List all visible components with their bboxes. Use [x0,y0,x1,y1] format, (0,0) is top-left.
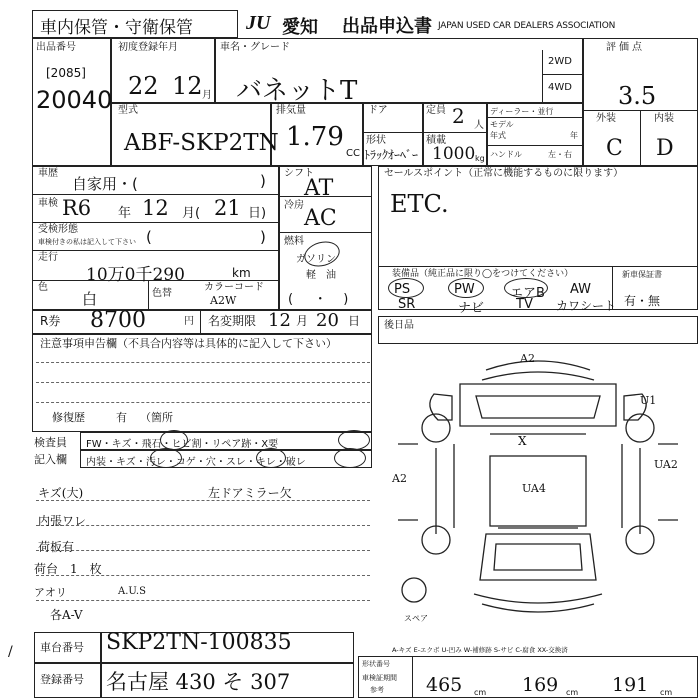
deadline-day: 20 [316,310,339,331]
row1-fw: FW [86,439,102,450]
repair-place: （箇所 [140,411,173,424]
displacement-label: 排気量 [276,105,306,116]
equip-sr: SR [398,297,416,312]
spare-label: スペア [404,614,428,623]
mileage-value: 10万0千290 [86,265,185,285]
row1-kizu: キズ [111,439,132,450]
note-3: 内張ワレ [38,514,87,528]
ps-circle [388,278,424,298]
juken-close-paren: ) [260,228,266,246]
yabure-circle [334,448,366,468]
capacity-unit: 人 [474,120,484,131]
shareki-value: 自家用・( [72,175,138,193]
row1-hibiware: ヒビ割 [171,439,202,450]
yogore-circle [150,448,182,468]
year-unit: 年 [570,131,578,140]
deadline-month-unit: 月 [296,314,309,328]
repair-label: 修復歴 [52,411,85,424]
model-year-label: モデル [490,120,514,129]
row1-repair: リペア跡 [211,439,252,450]
equip-airbag: エアB [510,286,545,301]
shareki-label: 車歴 [38,168,58,179]
dealer-label: ディーラー・並行 [490,107,554,116]
dims-length: 465 [426,674,463,696]
shaken-year-unit: 年 [118,206,132,221]
shaken-month: 12 [142,196,169,220]
model-label: 車名・グレード [220,42,290,53]
shift-label: シフト [284,168,314,179]
color-code-value: A2W [210,294,237,307]
dims-length-unit: cm [474,688,487,697]
door-label: ドア [368,105,388,116]
mark-a2-left: A2 [392,472,407,485]
new-cert-label: 新車保証書 [622,270,662,279]
shift-value: AT [304,176,334,201]
note-7: アオリ [34,586,67,599]
row2-interior: 内装 [86,457,106,468]
after-frame [378,316,698,344]
dims-width: 169 [522,674,559,696]
equip-aw: AW [570,282,592,297]
shaken-month-unit: 月( [182,206,201,221]
first-reg-month-unit: 月 [202,90,212,101]
writer-label: 記入欄 [34,453,67,466]
equip-ps: PS [394,282,411,297]
juken-label: 受検形態 [38,224,78,235]
chassis-value: SKP2TN-100835 [106,630,292,655]
handle-label: ハンドル [490,150,522,159]
capacity-label: 定員 [426,105,446,116]
shaken-era: R6 [62,196,92,220]
cc-label: CC [346,148,360,159]
legend: A-キズ E-エクボ U-凹み W-補修跡 S-サビ C-腐食 XX-交換済 [392,646,568,654]
deadline-month: 12 [268,310,291,331]
deadline-label: 名変期限 [208,314,257,328]
recycle-unit: 円 [184,316,194,327]
rating-label: 評価点 [606,42,645,53]
chassis-label: 車台番号 [40,641,84,654]
type-value: ABF-SKP2TN [124,130,279,156]
exterior-label: 外装 [596,113,616,124]
row2-yogore: 汚レ [145,457,166,468]
association-name: JAPAN USED CAR DEALERS ASSOCIATION [438,21,616,31]
inspector-label: 検査員 [34,436,67,449]
row2-kire: キレ [255,457,276,468]
sales-point-label: セールスポイント（正常に機能するものに限ります） [384,168,624,179]
lot-label: 出品番号 [36,42,76,53]
color-code-label: カラーコード [204,282,264,293]
displacement-value: 1.79 [286,122,344,152]
fuel-gasoline: ガソリン [296,254,336,265]
note-8: 各A-V [50,608,83,622]
first-reg-year: 22 [128,72,159,100]
after-label: 後日品 [384,320,414,331]
mileage-label: 走行 [38,252,58,263]
registration-label: 登録番号 [40,673,84,686]
ju-logo: JU [246,12,271,34]
shape-value: ﾄﾗｯｸｵｰﾍﾞｰ [364,148,419,162]
dims-width-unit: cm [566,688,579,697]
fuel-paren: ( ・ ) [288,292,349,307]
note-5: 荷台 1 枚 [34,562,102,576]
recycle-label: R券 [40,314,61,328]
rating-value: 3.5 [618,82,657,110]
juken-note: 車検付きの私は記入して下さい [38,238,136,246]
equip-pw: PW [454,282,475,297]
mark-u1: U1 [640,394,657,407]
mark-ua2: UA2 [654,458,678,471]
equip-tv: TV [516,297,533,312]
fuel-label: 燃料 [284,236,304,247]
repair-value: 有 [116,411,127,424]
pw-circle [448,278,484,298]
registration-value: 名古屋 430 そ 307 [106,670,291,694]
sales-point-value: ETC. [390,190,449,218]
sure-circle [256,448,286,468]
first-reg-month: 12 [172,72,203,100]
lot-stamp: [2085] [46,66,86,80]
exterior-grade: C [606,136,623,161]
note-6: A.U.S [118,586,146,597]
shaken-day: 21 [214,196,241,220]
lot-number: 20040 [36,86,113,114]
row2-ana: 穴 [205,457,216,468]
margin-mark: / [8,644,13,660]
mileage-unit: km [232,266,251,280]
inspect-row1-text: FW・キズ・飛石・ヒビ割・リペア跡・X要 [86,439,279,450]
drive-2wd: 2WD [548,56,572,67]
capacity-value: 2 [452,104,465,128]
new-cert-options: 有・無 [624,294,661,308]
notes-label: 注意事項申告欄（不具合内容等は具体的に記入して下さい） [40,337,337,350]
type-label: 型式 [118,105,138,116]
mark-a2-top: A2 [520,352,535,365]
recycle-value: 8700 [90,308,146,333]
row2-koge: コゲ [175,457,196,468]
interior-label: 内装 [654,113,674,124]
repaint-label: 色替 [152,288,172,299]
shareki-close-paren: ) [260,172,266,190]
aichi-label: 愛知 [282,17,318,38]
model-name: バネットT [236,76,358,106]
dims-height-unit: cm [660,688,673,697]
dims-ref-label: 参考 [370,686,384,694]
dims-shape-label: 形状番号 [362,660,390,668]
airbag-circle [504,278,548,298]
shape-label: 形状 [366,135,386,146]
handle-options: 左・右 [548,150,572,159]
shaken-day-unit: 日) [248,206,267,221]
form-title: 出品申込書 [342,16,432,37]
row1-x: X要 [261,439,279,450]
inspect-row2-text: 内装・キズ・汚レ・コゲ・穴・スレ・キレ・破レ [86,457,306,468]
tobiishi-circle [160,430,188,450]
row2-yabure: 破レ [285,457,306,468]
aircon-label: 冷房 [284,200,304,211]
note-2: 左ドアミラー欠 [208,486,292,500]
shaken-label: 車検 [38,198,58,209]
x-circle [338,430,370,450]
color-label: 色 [38,282,48,293]
drive-4wd: 4WD [548,82,572,93]
storage-label: 車内保管・守衛保管 [40,18,193,38]
note-1: キズ(大) [38,486,84,500]
row2-sure: スレ [225,457,246,468]
load-unit: kg [475,154,485,163]
equipment-label: 装備品（純正品に限り◯をつけてください） [392,269,574,279]
equip-navi: ナビ [458,301,485,316]
color-value: 白 [82,290,98,308]
note-4: 荷板有 [38,540,75,554]
mark-x: X [518,434,527,448]
deadline-day-unit: 日 [348,314,361,328]
juken-open-paren: ( [146,228,152,246]
first-reg-label: 初度登録年月 [118,42,178,53]
load-label: 積載 [426,135,446,146]
nenshiki-label: 年式 [490,131,506,140]
row1-tobiishi: 飛石 [141,439,162,450]
mark-ua4: UA4 [522,482,546,495]
dims-height: 191 [612,674,649,696]
fuel-diesel: 軽 油 [306,270,336,281]
load-value: 1000 [432,144,476,164]
interior-grade: D [656,136,674,161]
dims-regdate-label: 車検証期間 [362,674,397,682]
aircon-value: AC [304,206,337,231]
row2-kizu: キズ [116,457,136,468]
equip-leather: カワシート [556,299,617,313]
